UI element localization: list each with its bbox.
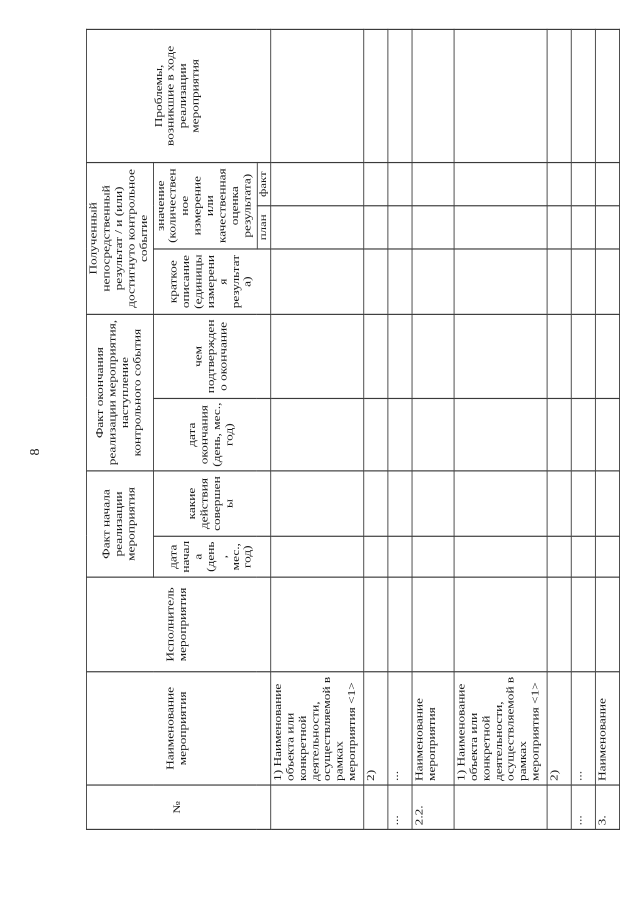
row-number: ... — [388, 785, 412, 829]
start-fact-header: Факт начала реализации мероприятия — [86, 471, 153, 577]
table-cell — [364, 29, 388, 162]
table-cell — [454, 536, 547, 577]
table-cell — [412, 536, 454, 577]
table-cell — [388, 162, 412, 205]
table-cell — [388, 206, 412, 249]
table-cell — [412, 398, 454, 470]
table-cell — [364, 162, 388, 205]
header-row-top — [86, 29, 153, 829]
table-cell — [454, 29, 547, 162]
table-cell — [547, 314, 571, 398]
table-cell — [364, 536, 388, 577]
table-cell — [271, 471, 364, 536]
table-cell — [547, 398, 571, 470]
table-cell — [595, 577, 619, 672]
table-cell — [412, 162, 454, 205]
fact-header: факт — [257, 162, 270, 205]
table-cell — [571, 314, 595, 398]
table-cell — [547, 29, 571, 162]
table-cell — [595, 471, 619, 536]
table-cell — [595, 398, 619, 470]
row-name: Наименование мероприятия — [412, 672, 454, 785]
table-cell — [388, 314, 412, 398]
table-row — [271, 29, 364, 829]
table-cell — [388, 536, 412, 577]
row-name: ... — [571, 672, 595, 785]
table-cell — [571, 398, 595, 470]
table-cell — [547, 249, 571, 314]
table-cell — [364, 471, 388, 536]
executor-header: Исполнитель мероприятия — [86, 577, 270, 672]
row-number — [364, 785, 388, 829]
table-cell — [595, 249, 619, 314]
table-cell — [271, 536, 364, 577]
table-cell — [271, 29, 364, 162]
table-cell — [388, 398, 412, 470]
table-cell — [364, 314, 388, 398]
table-cell — [595, 206, 619, 249]
page-number: 8 — [28, 448, 43, 456]
table-cell — [571, 536, 595, 577]
table-cell — [271, 398, 364, 470]
table-cell — [454, 162, 547, 205]
table-row — [547, 29, 571, 829]
table-cell — [547, 471, 571, 536]
table-cell — [571, 471, 595, 536]
end-fact-header: Факт окончания реализации мероприятия, наступление контрольного события — [86, 314, 153, 471]
row-number: 2.2. — [412, 785, 454, 829]
table-cell — [547, 206, 571, 249]
row-number — [547, 785, 571, 829]
table-cell — [364, 206, 388, 249]
plan-header: план — [257, 206, 270, 249]
table-cell — [571, 249, 595, 314]
table-cell — [388, 577, 412, 672]
table-cell — [454, 398, 547, 470]
table-row — [454, 29, 547, 829]
table-cell — [388, 249, 412, 314]
table-cell — [388, 471, 412, 536]
table-cell — [412, 29, 454, 162]
rotated-table-container — [86, 30, 620, 830]
row-name: Наименование — [595, 672, 619, 785]
table-row — [364, 29, 388, 829]
table-cell — [364, 249, 388, 314]
problems-header: Проблемы, возникшие в ходе реализации мероприятия — [86, 29, 270, 162]
table-cell — [454, 249, 547, 314]
result-desc-header: краткое описание (единицы измерения результата) — [153, 249, 270, 314]
name-header: Наименование мероприятия — [86, 672, 270, 785]
table-cell — [571, 577, 595, 672]
table-cell — [454, 206, 547, 249]
table-row — [571, 29, 595, 829]
table-cell — [271, 577, 364, 672]
table-cell — [547, 536, 571, 577]
row-number: 3. — [595, 785, 619, 829]
table-cell — [412, 249, 454, 314]
table-cell — [364, 398, 388, 470]
table-cell — [454, 314, 547, 398]
table-cell — [271, 249, 364, 314]
table-row — [595, 29, 619, 829]
row-number: ... — [571, 785, 595, 829]
row-name: 1) Наименование объекта или конкретной деятельности, осуществляемой в рамках мероприятия <1> — [454, 672, 547, 785]
row-name: 2) — [547, 672, 571, 785]
table-cell — [454, 577, 547, 672]
row-number — [271, 785, 364, 829]
table-cell — [271, 206, 364, 249]
table-cell — [547, 162, 571, 205]
table-cell — [412, 314, 454, 398]
table-cell — [571, 162, 595, 205]
table-cell — [595, 162, 619, 205]
report-table — [86, 29, 620, 830]
end-date-header: дата окончания (день, мес., год) — [153, 398, 270, 470]
table-cell — [271, 314, 364, 398]
row-name: ... — [388, 672, 412, 785]
table-row — [388, 29, 412, 829]
table-cell — [412, 206, 454, 249]
table-cell — [454, 471, 547, 536]
row-number — [454, 785, 547, 829]
table-row — [412, 29, 454, 829]
num-header: № — [86, 785, 270, 829]
start-actions-header: какие действия совершены — [153, 471, 270, 536]
result-header: Полученный непосредственный результат / и (или) достигнуто контрольное событие — [86, 162, 153, 314]
table-cell — [547, 577, 571, 672]
table-cell — [364, 577, 388, 672]
table-cell — [571, 206, 595, 249]
table-cell — [271, 162, 364, 205]
result-value-header: значение (количественное измерение или качественная оценка результата) — [153, 162, 257, 248]
row-name: 1) Наименование объекта или конкретной деятельности, осуществляемой в рамках мероприятия <1> — [271, 672, 364, 785]
end-confirm-header: чем подтверждено окончание — [153, 314, 270, 398]
row-name: 2) — [364, 672, 388, 785]
table-cell — [412, 471, 454, 536]
table-cell — [571, 29, 595, 162]
table-cell — [595, 29, 619, 162]
table-cell — [412, 577, 454, 672]
table-cell — [595, 314, 619, 398]
table-cell — [595, 536, 619, 577]
table-cell — [388, 29, 412, 162]
start-date-header: дата начала (день, мес., год) — [153, 536, 270, 577]
